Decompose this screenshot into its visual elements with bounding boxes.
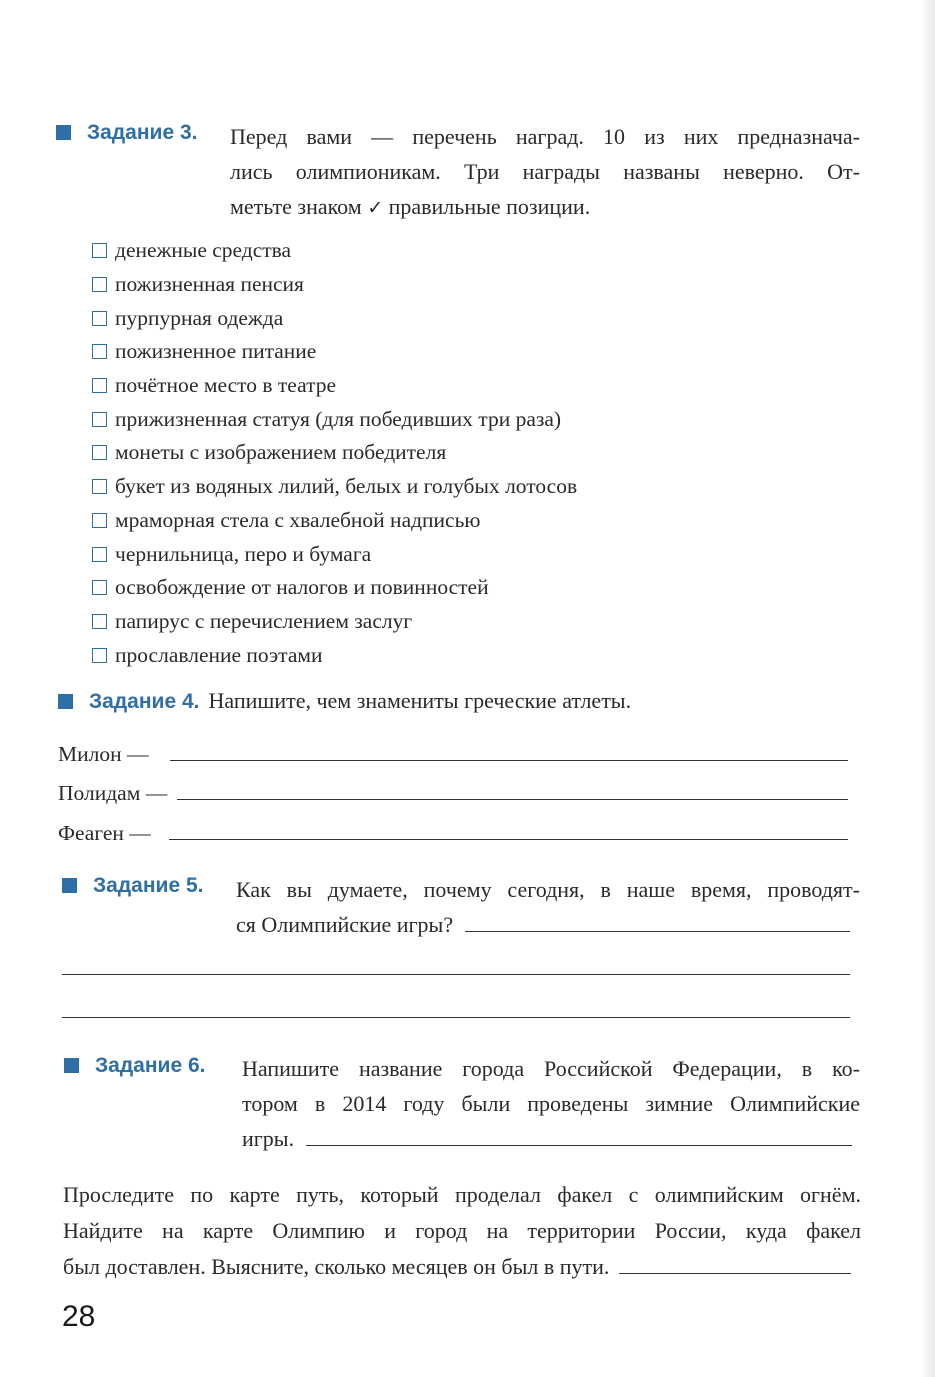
athlete-name: Феаген — [58,821,151,845]
checkbox[interactable] [92,513,107,528]
task-4-heading [58,688,631,714]
answer-line[interactable] [306,1121,852,1146]
task-bullet-icon [58,694,73,709]
list-item [92,301,577,335]
task-3-text [230,119,860,226]
list-item-label: освобождение от налогов и повинностей [115,575,489,600]
list-item-label: букет из водяных лилий, белых и голубых лотосов [115,474,578,499]
list-item [92,268,577,302]
checkbox[interactable] [92,614,107,629]
task-5-heading [62,874,203,898]
task-3-line-1: Перед вами — перечень наград. 10 из них предназнача- [230,124,860,149]
task-6-line-3 [242,1121,860,1156]
list-item [92,369,577,403]
answer-line[interactable] [62,1017,850,1018]
task-6-line-1: Напишите название города Российской Федерации, в ко- [242,1056,860,1081]
task-3-line-3-end: правильные позиции. [388,194,591,219]
list-item-label: пурпурная одежда [115,305,284,330]
task-4-prompt: Напишите, чем знамениты греческие атлеты. [208,688,632,713]
list-item-label: монеты с изображением победителя [115,440,447,465]
athlete-name: Милон — [58,742,149,766]
task-3-line-3 [230,189,860,226]
answer-line[interactable] [170,736,848,761]
task-6-line-2: тором в 2014 году были проведены зимние Олимпийские [242,1091,860,1116]
list-item-label: мраморная стела с хвалебной надписью [115,507,481,532]
checkbox[interactable] [92,412,107,427]
list-item [92,537,577,571]
checkbox[interactable] [92,311,107,326]
list-item [92,605,577,639]
list-item [92,234,577,268]
list-item-label: пожизненное питание [115,339,317,364]
athlete-name: Полидам — [58,781,168,805]
list-item-label: почётное место в театре [115,373,337,398]
answer-row-polidam [58,775,848,806]
checkbox[interactable] [92,445,107,460]
task-3-heading [56,121,197,145]
checkbox[interactable] [92,648,107,663]
map-task-line-3 [63,1249,861,1285]
map-task-line-1: Проследите по карте путь, который проделал факел с олимпийским огнём. [63,1182,861,1207]
page-edge-shadow [921,0,935,1377]
list-item [92,504,577,538]
task-bullet-icon [64,1058,79,1073]
task-3-label: Задание 3. [87,121,198,144]
checkmark-icon: ✓ [367,197,384,219]
task-bullet-icon [62,878,77,893]
checkbox[interactable] [92,344,107,359]
answer-line[interactable] [62,974,850,975]
task-5-line-1: Как вы думаете, почему сегодня, в наше время, проводят- [236,877,860,902]
task-5-line-2 [236,907,860,942]
checkbox[interactable] [92,547,107,562]
task-6-heading [64,1054,205,1078]
map-task [63,1177,861,1285]
list-item [92,436,577,470]
task-3-line-2: лись олимпионикам. Три награды названы неверно. От- [230,159,860,184]
list-item-label: денежные средства [115,238,292,263]
list-item-label: чернильница, перо и бумага [115,541,372,566]
list-item-label: прижизненная статуя (для победивших три раза) [115,406,562,431]
checkbox[interactable] [92,277,107,292]
list-item [92,571,577,605]
list-item [92,638,577,672]
answer-line[interactable] [465,907,850,932]
task-6-line-3-text: игры. [242,1126,295,1151]
answer-row-milon [58,736,848,767]
page-number: 28 [62,1300,96,1333]
task-4-label: Задание 4. [89,690,200,713]
list-item [92,402,577,436]
list-item-label: прославление поэтами [115,642,323,667]
list-item [92,470,577,504]
task-3-line-3-start: метьте знаком [230,194,362,219]
list-item-label: пожизненная пенсия [115,272,304,297]
task-5-label: Задание 5. [93,874,204,897]
answer-line[interactable] [619,1249,851,1274]
awards-checklist [92,234,577,672]
answer-row-feagen [58,815,848,846]
task-5-line-2-text: ся Олимпийские игры? [236,912,454,937]
answer-line[interactable] [177,775,848,800]
checkbox[interactable] [92,243,107,258]
answer-line[interactable] [169,815,848,840]
list-item [92,335,577,369]
map-task-line-3-text: был доставлен. Выясните, сколько месяцев он был в пути. [63,1254,610,1279]
list-item-label: папирус с перечислением заслуг [115,608,413,633]
map-task-line-2: Найдите на карте Олимпию и город на территории России, куда факел [63,1218,861,1243]
checkbox[interactable] [92,479,107,494]
task-6-label: Задание 6. [95,1054,206,1077]
checkbox[interactable] [92,580,107,595]
checkbox[interactable] [92,378,107,393]
task-6-text [242,1051,860,1156]
task-5-text [236,872,860,942]
task-bullet-icon [56,125,71,140]
